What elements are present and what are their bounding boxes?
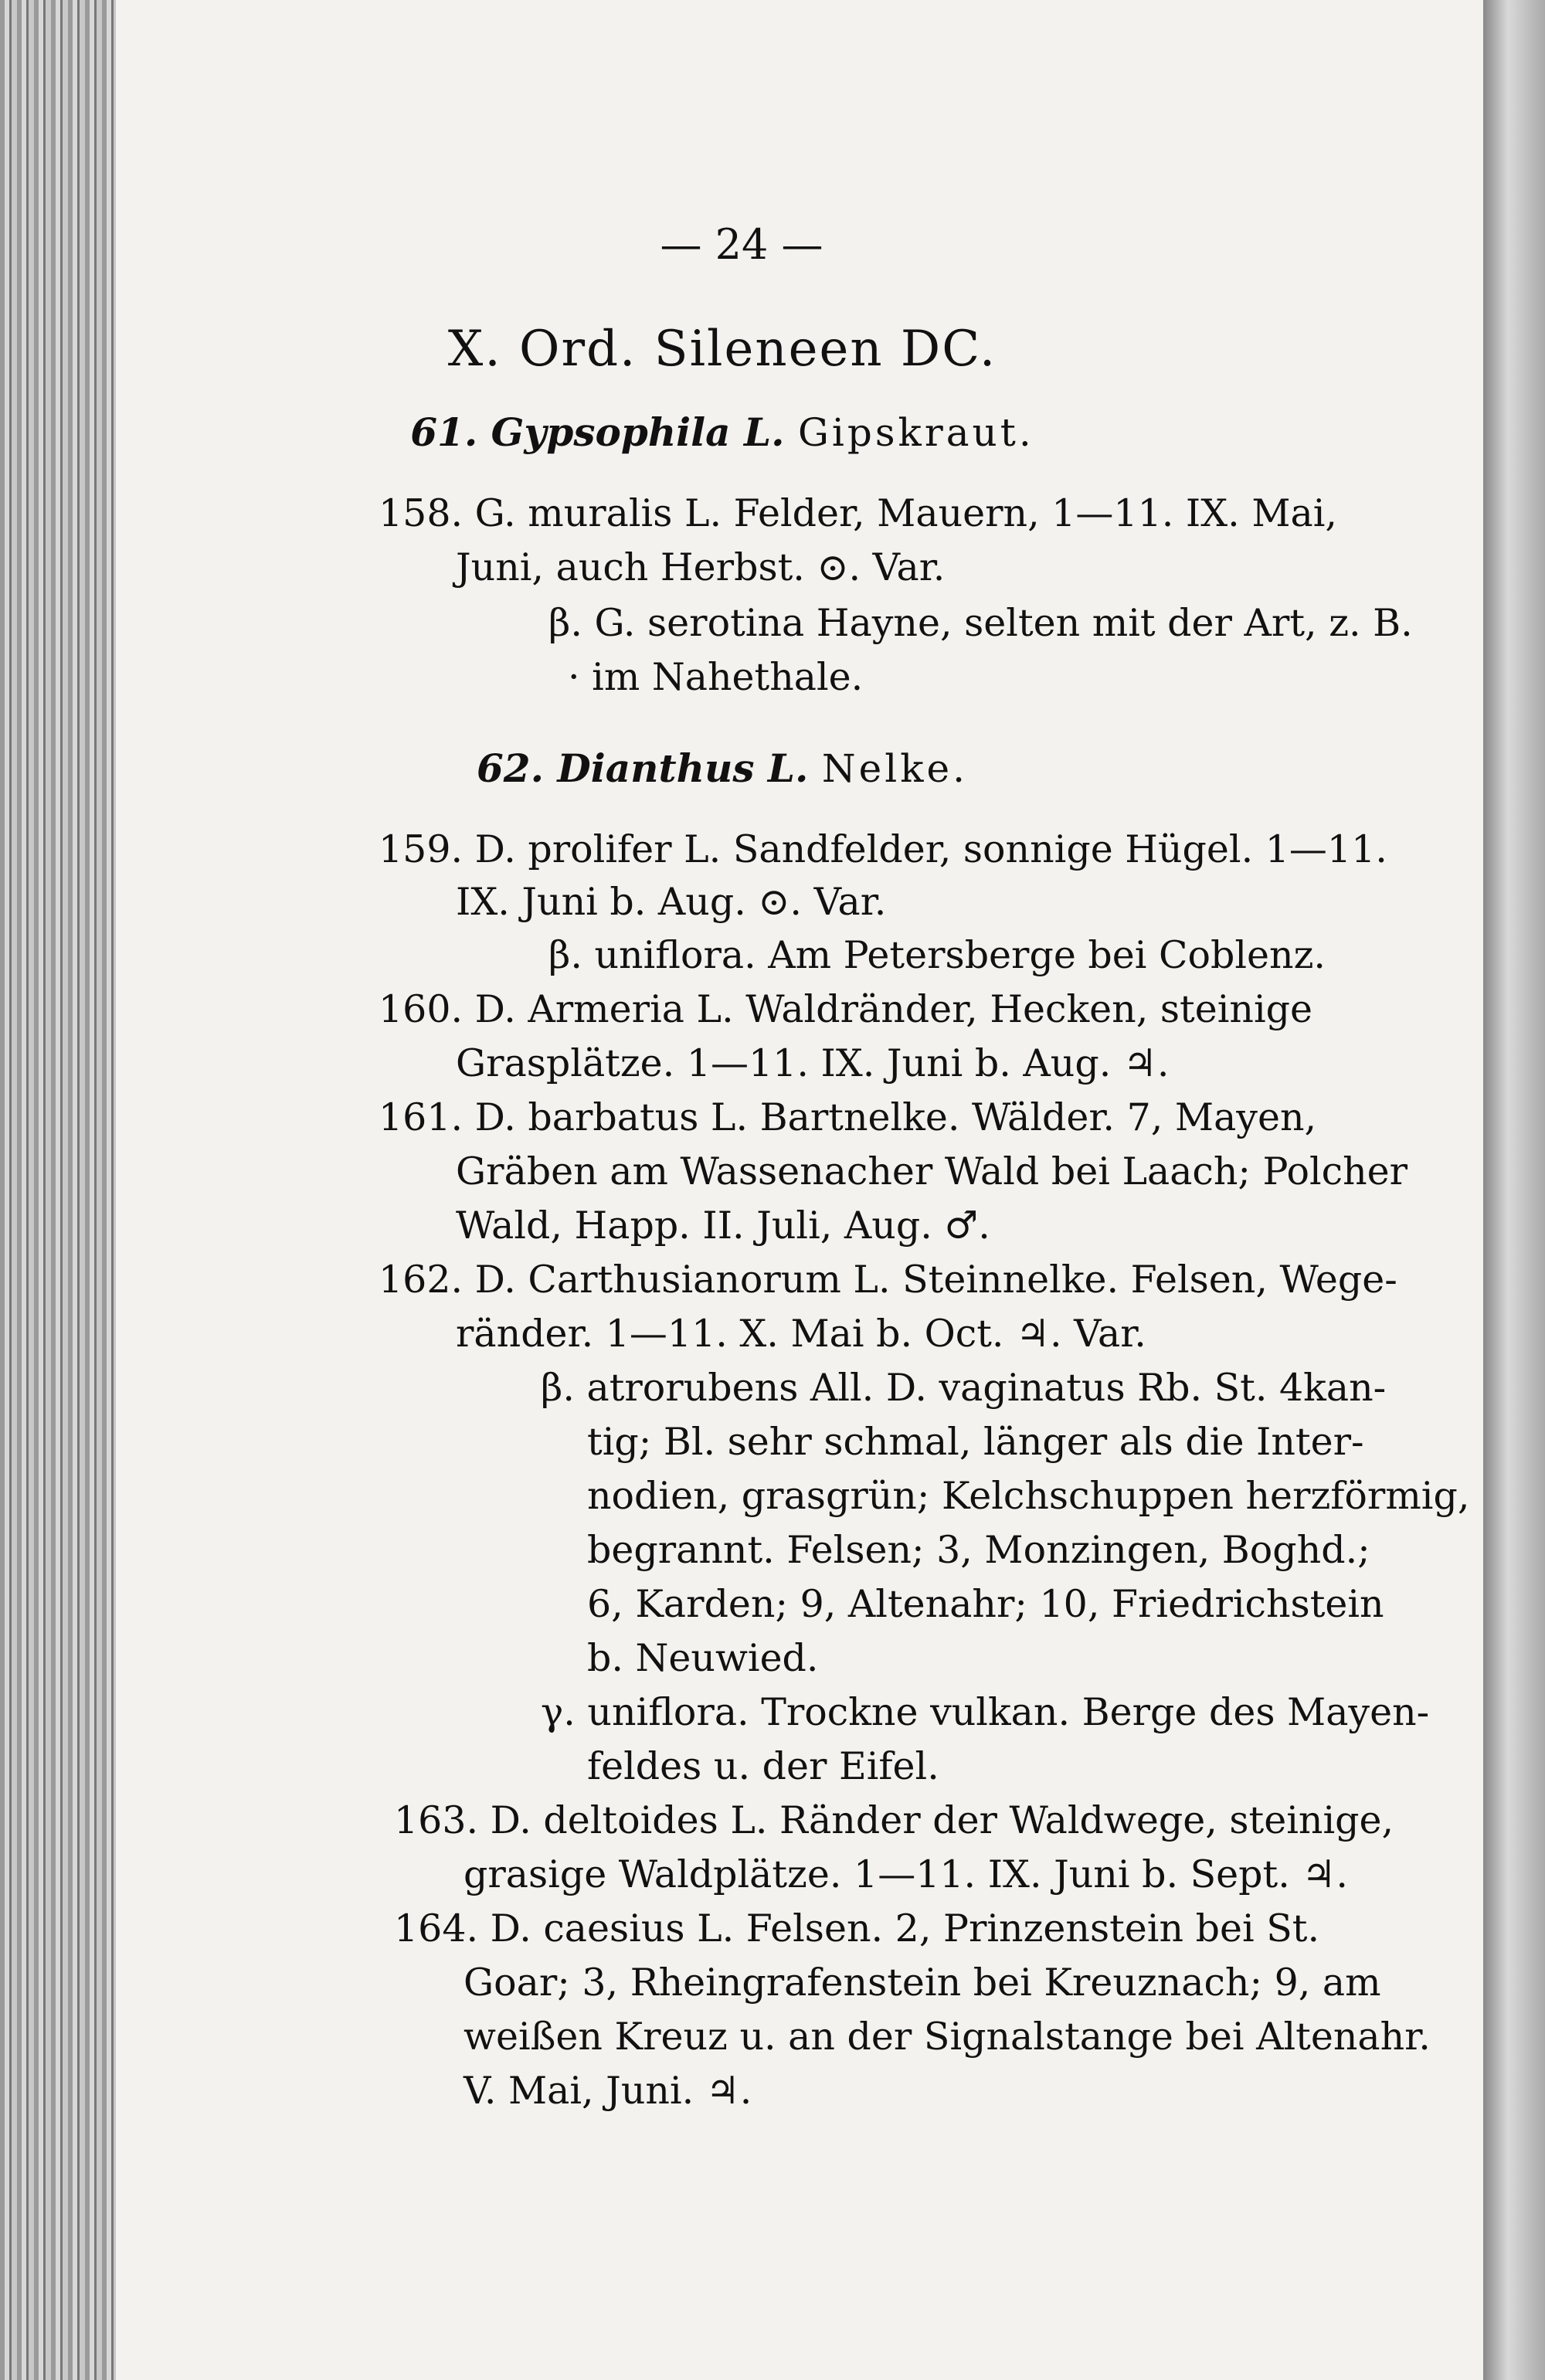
text-line: Goar; 3, Rheingrafenstein bei Kreuznach; 9, am <box>464 1961 1381 2005</box>
text-line: feldes u. der Eifel. <box>587 1744 939 1788</box>
text-line: β. atrorubens All. D. vaginatus Rb. St. 4kan- <box>541 1366 1387 1410</box>
text-line: ränder. 1—11. X. Mai b. Oct. ♃. Var. <box>456 1312 1146 1356</box>
page-right-edge <box>1483 0 1545 2380</box>
text-line: β. uniflora. Am Petersberge bei Coblenz. <box>548 933 1326 977</box>
text-line: β. G. serotina Hayne, selten mit der Art, z. B. <box>548 601 1413 645</box>
text-line: grasige Waldplätze. 1—11. IX. Juni b. Sept. ♃. <box>464 1852 1348 1896</box>
text-line: tig; Bl. sehr schmal, länger als die Inter- <box>587 1420 1364 1464</box>
text-line: 159. D. prolifer L. Sandfelder, sonnige Hügel. 1—11. <box>379 827 1387 871</box>
genus-german: Gipskraut. <box>797 410 1034 455</box>
text-line: Gräben am Wassenacher Wald bei Laach; Polcher <box>456 1149 1408 1193</box>
text-line: γ. uniflora. Trockne vulkan. Berge des Mayen- <box>541 1690 1430 1734</box>
page-content <box>116 0 1483 2380</box>
text-line: Wald, Happ. II. Juli, Aug. ♂. <box>456 1204 990 1248</box>
text-line: 6, Karden; 9, Altenahr; 10, Friedrichstein <box>587 1582 1384 1626</box>
text-line: nodien, grasgrün; Kelchschuppen herzförmig, <box>587 1474 1470 1518</box>
book-spine-edge <box>0 0 116 2380</box>
genus-latin: 62. Dianthus L. <box>477 745 809 791</box>
genus-latin: 61. Gypsophila L. <box>410 409 785 455</box>
genus-german: Nelke. <box>821 746 968 791</box>
text-line: 162. D. Carthusianorum L. Steinnelke. Felsen, Wege- <box>379 1258 1397 1302</box>
text-line: begrannt. Felsen; 3, Monzingen, Boghd.; <box>587 1528 1370 1572</box>
text-line: b. Neuwied. <box>587 1636 819 1680</box>
genus-heading-62 <box>116 745 1329 791</box>
text-line: Juni, auch Herbst. ⊙. Var. <box>456 545 946 589</box>
text-line: V. Mai, Juni. ♃. <box>464 2069 752 2113</box>
text-line: 160. D. Armeria L. Waldränder, Hecken, steinige <box>379 987 1312 1031</box>
text-line: 161. D. barbatus L. Bartnelke. Wälder. 7, Mayen, <box>379 1095 1317 1139</box>
text-line: IX. Juni b. Aug. ⊙. Var. <box>456 880 887 924</box>
text-line: Grasplätze. 1—11. IX. Juni b. Aug. ♃. <box>456 1041 1170 1085</box>
page-number: — 24 — <box>660 220 823 269</box>
text-line: 163. D. deltoides L. Ränder der Waldwege, steinige, <box>394 1798 1394 1842</box>
text-line: 164. D. caesius L. Felsen. 2, Prinzenstein bei St. <box>394 1906 1320 1951</box>
text-line: weißen Kreuz u. an der Signalstange bei Altenahr. <box>464 2015 1431 2059</box>
book-page <box>116 0 1483 2380</box>
order-heading: X. Ord. Sileneen DC. <box>447 321 997 378</box>
text-line: 158. G. muralis L. Felder, Mauern, 1—11. IX. Mai, <box>379 491 1337 535</box>
text-line: · im Nahethale. <box>568 655 864 699</box>
genus-heading-61 <box>116 409 1329 455</box>
